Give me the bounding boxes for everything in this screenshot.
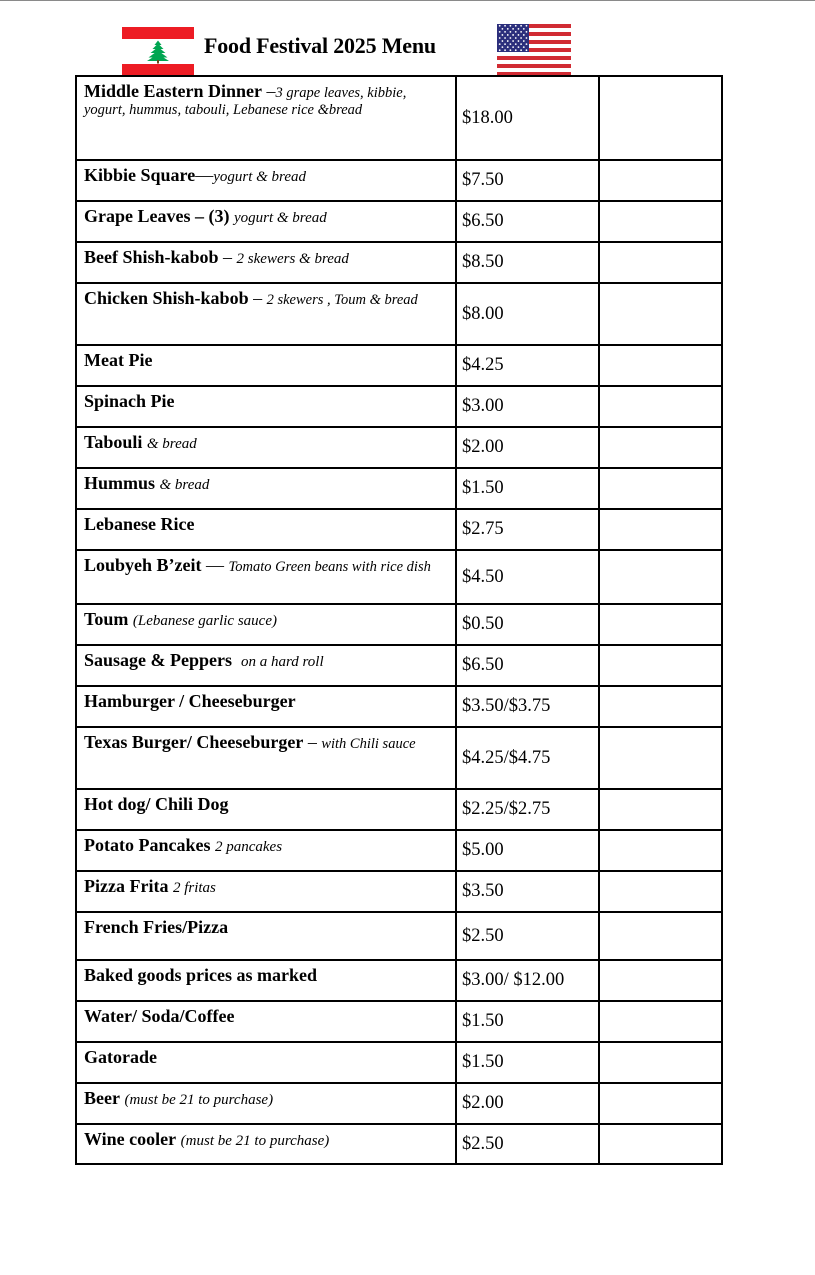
menu-item-cell — [76, 160, 456, 201]
blank-order-cell — [599, 727, 722, 789]
menu-item-cell — [76, 645, 456, 686]
blank-order-cell — [599, 645, 722, 686]
menu-item-price: $4.25/$4.75 — [456, 727, 599, 789]
menu-item-description: on a hard roll — [241, 654, 324, 670]
menu-item-name: Lebanese Rice — [84, 514, 195, 534]
menu-item-description: (must be 21 to purchase) — [180, 1133, 330, 1149]
menu-row — [76, 830, 722, 871]
menu-item-cell — [76, 830, 456, 871]
menu-item-description: & bread — [146, 436, 197, 452]
menu-item-price: $1.50 — [456, 1001, 599, 1042]
menu-item-description: 2 skewers & bread — [236, 251, 349, 267]
menu-item-price: $2.00 — [456, 1083, 599, 1124]
menu-item-name: Hot dog/ Chili Dog — [84, 794, 229, 814]
page-title: Food Festival 2025 Menu — [204, 33, 436, 58]
menu-header — [0, 0, 815, 80]
menu-item-separator: – — [262, 81, 276, 101]
menu-item-price: $2.50 — [456, 912, 599, 960]
menu-item-separator: – — [218, 247, 237, 267]
menu-item-price: $0.50 — [456, 604, 599, 645]
menu-row — [76, 1001, 722, 1042]
menu-row — [76, 386, 722, 427]
menu-row — [76, 345, 722, 386]
menu-row — [76, 509, 722, 550]
menu-item-cell — [76, 789, 456, 830]
menu-item-price: $6.50 — [456, 645, 599, 686]
menu-item-name: Sausage & Peppers — [84, 650, 232, 670]
blank-order-cell — [599, 686, 722, 727]
menu-item-description: Tomato Green beans with rice dish — [228, 559, 431, 575]
menu-row — [76, 789, 722, 830]
menu-item-description: (Lebanese garlic sauce) — [132, 613, 277, 629]
menu-item-name: Hamburger / Cheeseburger — [84, 691, 296, 711]
blank-order-cell — [599, 345, 722, 386]
menu-row — [76, 160, 722, 201]
menu-item-cell — [76, 1001, 456, 1042]
blank-order-cell — [599, 1001, 722, 1042]
blank-order-cell — [599, 1083, 722, 1124]
menu-item-price: $5.00 — [456, 830, 599, 871]
menu-row — [76, 912, 722, 960]
menu-item-cell — [76, 427, 456, 468]
menu-item-price: $2.50 — [456, 1124, 599, 1164]
blank-order-cell — [599, 604, 722, 645]
menu-item-name: Texas Burger/ Cheeseburger — [84, 732, 304, 752]
menu-row — [76, 242, 722, 283]
menu-item-cell — [76, 242, 456, 283]
menu-row — [76, 550, 722, 604]
menu-item-name: Wine cooler — [84, 1129, 177, 1149]
menu-row — [76, 686, 722, 727]
menu-item-name: Grape Leaves – (3) — [84, 206, 230, 226]
blank-order-cell — [599, 509, 722, 550]
blank-order-cell — [599, 550, 722, 604]
menu-item-price: $1.50 — [456, 1042, 599, 1083]
menu-item-name: Meat Pie — [84, 350, 153, 370]
blank-order-cell — [599, 427, 722, 468]
menu-item-cell — [76, 468, 456, 509]
menu-item-cell — [76, 1083, 456, 1124]
menu-item-price: $7.50 — [456, 160, 599, 201]
menu-item-cell — [76, 871, 456, 912]
menu-item-description: & bread — [159, 477, 210, 493]
menu-item-name: French Fries/Pizza — [84, 917, 229, 937]
menu-item-description: (must be 21 to purchase) — [124, 1092, 274, 1108]
usa-flag-icon — [497, 24, 571, 76]
menu-item-name: Hummus — [84, 473, 156, 493]
menu-row — [76, 76, 722, 160]
menu-item-name: Baked goods prices as marked — [84, 965, 318, 985]
menu-item-name: Pizza Frita — [84, 876, 169, 896]
menu-item-name: Loubyeh B’zeit — [84, 555, 202, 575]
menu-item-price: $1.50 — [456, 468, 599, 509]
menu-item-name: Spinach Pie — [84, 391, 175, 411]
blank-order-cell — [599, 912, 722, 960]
blank-order-cell — [599, 871, 722, 912]
menu-item-description: 2 pancakes — [214, 839, 283, 855]
menu-item-price: $3.50 — [456, 871, 599, 912]
blank-order-cell — [599, 789, 722, 830]
menu-item-description: with Chili sauce — [321, 736, 416, 752]
menu-item-cell — [76, 1042, 456, 1083]
menu-item-price: $2.00 — [456, 427, 599, 468]
blank-order-cell — [599, 283, 722, 345]
menu-item-name: Toum — [84, 609, 129, 629]
menu-item-cell — [76, 960, 456, 1001]
menu-item-separator: – — [248, 288, 267, 308]
menu-item-name: Beef Shish-kabob — [84, 247, 219, 267]
menu-item-price: $3.00/ $12.00 — [456, 960, 599, 1001]
menu-row — [76, 427, 722, 468]
blank-order-cell — [599, 960, 722, 1001]
menu-row — [76, 1124, 722, 1164]
menu-row — [76, 1083, 722, 1124]
menu-item-name: Water/ Soda/Coffee — [84, 1006, 235, 1026]
blank-order-cell — [599, 201, 722, 242]
menu-row — [76, 604, 722, 645]
blank-order-cell — [599, 386, 722, 427]
menu-item-name: Chicken Shish-kabob — [84, 288, 249, 308]
menu-item-name: Middle Eastern Dinner — [84, 81, 262, 101]
menu-item-name: Tabouli — [84, 432, 143, 452]
menu-row — [76, 201, 722, 242]
menu-item-cell — [76, 345, 456, 386]
menu-row — [76, 960, 722, 1001]
menu-item-description: 2 skewers , Toum & bread — [266, 292, 418, 308]
menu-item-price: $18.00 — [456, 76, 599, 160]
menu-item-separator: — — [195, 165, 214, 185]
menu-item-price: $6.50 — [456, 201, 599, 242]
menu-item-name: Kibbie Square — [84, 165, 196, 185]
menu-row — [76, 468, 722, 509]
menu-item-separator: – — [303, 732, 322, 752]
blank-order-cell — [599, 830, 722, 871]
menu-item-cell — [76, 509, 456, 550]
menu-item-price: $2.25/$2.75 — [456, 789, 599, 830]
menu-item-price: $4.50 — [456, 550, 599, 604]
menu-row — [76, 645, 722, 686]
blank-order-cell — [599, 76, 722, 160]
menu-item-description: 2 fritas — [172, 880, 216, 896]
menu-item-price: $8.50 — [456, 242, 599, 283]
menu-table — [75, 75, 723, 1165]
menu-item-cell — [76, 386, 456, 427]
blank-order-cell — [599, 1042, 722, 1083]
menu-item-cell — [76, 1124, 456, 1164]
menu-item-description: yogurt & bread — [233, 210, 327, 226]
menu-item-price: $2.75 — [456, 509, 599, 550]
menu-row — [76, 727, 722, 789]
menu-item-name: Gatorade — [84, 1047, 157, 1067]
menu-item-price: $8.00 — [456, 283, 599, 345]
menu-item-price: $3.00 — [456, 386, 599, 427]
menu-item-price: $3.50/$3.75 — [456, 686, 599, 727]
menu-item-description: 3 grape leaves, kibbie, yogurt, hummus, tabouli, Lebanese rice &bread — [84, 85, 407, 118]
menu-item-name: Beer — [84, 1088, 120, 1108]
menu-item-cell — [76, 283, 456, 345]
lebanon-flag-icon — [122, 27, 194, 76]
menu-item-cell — [76, 912, 456, 960]
blank-order-cell — [599, 1124, 722, 1164]
menu-item-cell — [76, 727, 456, 789]
blank-order-cell — [599, 468, 722, 509]
menu-item-price: $4.25 — [456, 345, 599, 386]
menu-item-cell — [76, 604, 456, 645]
menu-item-separator: — — [201, 555, 229, 575]
menu-item-cell — [76, 686, 456, 727]
blank-order-cell — [599, 160, 722, 201]
menu-item-name: Potato Pancakes — [84, 835, 211, 855]
menu-item-cell — [76, 76, 456, 160]
menu-row — [76, 871, 722, 912]
menu-item-cell — [76, 550, 456, 604]
blank-order-cell — [599, 242, 722, 283]
menu-item-cell — [76, 201, 456, 242]
menu-row — [76, 283, 722, 345]
menu-item-separator — [232, 650, 241, 670]
menu-row — [76, 1042, 722, 1083]
menu-item-description: yogurt & bread — [213, 169, 306, 185]
